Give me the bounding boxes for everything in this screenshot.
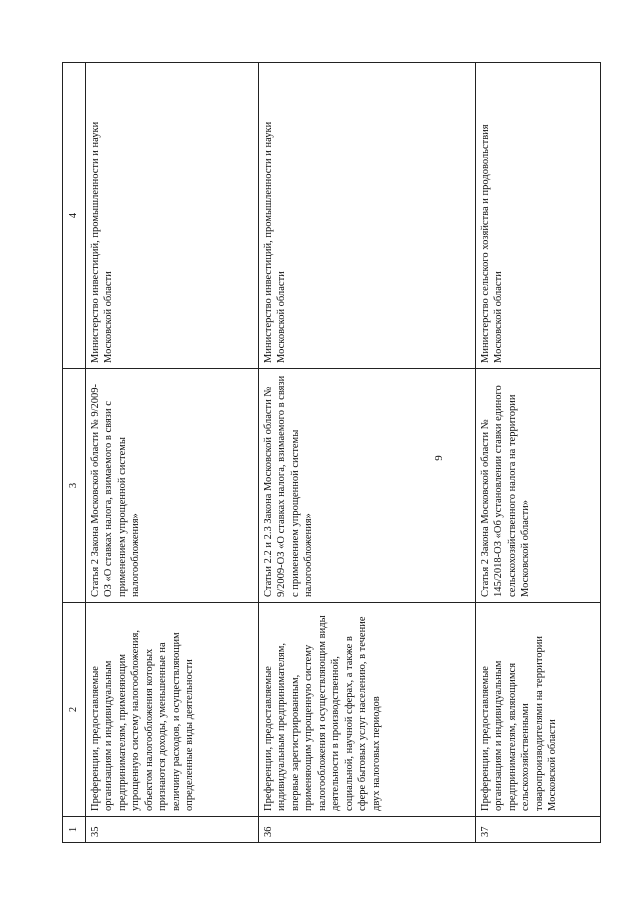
row-number: 36: [259, 817, 476, 843]
curator-ministry: Министерство сельского хозяйства и продовольствия Московской области: [476, 63, 601, 369]
legal-basis: Статья 2 Закона Московской области № 145/2018-ОЗ «Об установлении ставки единого сельскохозяйственного налога на территории Московской области»: [476, 369, 601, 603]
rotated-table-container: [62, 63, 602, 843]
curator-ministry: Министерство инвестиций, промышленности и науки Московской области: [86, 63, 259, 369]
preference-description: Преференции, предоставляемые организациям и индивидуальным предпринимателям, являющимся сельскохозяйственными товаропроизводителями на территории Московской области: [476, 603, 601, 817]
column-header: 2: [63, 603, 86, 817]
table-row: [476, 63, 601, 843]
row-number: 35: [86, 817, 259, 843]
page-number: 9: [433, 455, 445, 461]
row-number: 37: [476, 817, 601, 843]
table-header-row: [63, 63, 86, 843]
column-header: 1: [63, 817, 86, 843]
table-row: [86, 63, 259, 843]
column-header: 3: [63, 369, 86, 603]
preference-description: Преференции, предоставляемые индивидуальным предпринимателям, впервые зарегистрированным, применяющим упрощенную систему налогообложения и осуществляющим виды деятельности в производственной, социальной, научной сферах, а также в сфере бытовых услуг населению, в течение двух налоговых периодов: [259, 603, 476, 817]
curator-ministry: Министерство инвестиций, промышленности и науки Московской области: [259, 63, 476, 369]
table-row: [259, 63, 476, 843]
legal-basis: Статья 2 Закона Московской области № 9/2009-ОЗ «О ставках налога, взимаемого в связи с применением упрощенной системы налогообложения»: [86, 369, 259, 603]
preferences-table: [62, 62, 601, 843]
column-header: 4: [63, 63, 86, 369]
preference-description: Преференции, предоставляемые организациям и индивидуальным предпринимателям, применяющим упрощенную систему налогообложения, объектом налогообложения которых признаются доходы, уменьшенные на величину расходов, и осуществляющим определенные виды деятельности: [86, 603, 259, 817]
legal-basis: Статьи 2.2 и 2.3 Закона Московской области № 9/2009-ОЗ «О ставках налога, взимаемого в связи с применением упрощенной системы налогообложения»: [259, 369, 476, 603]
